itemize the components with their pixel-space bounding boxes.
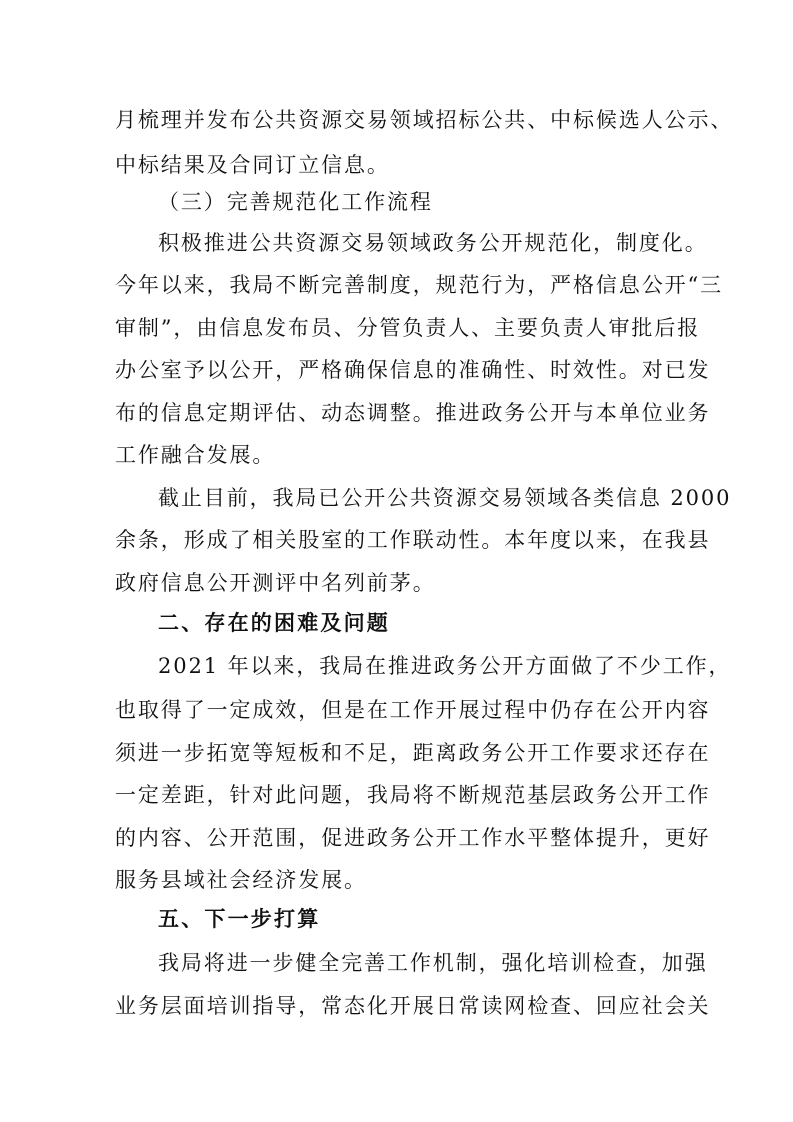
paragraph-line: 办公室予以公开，严格确保信息的准确性、时效性。对已发 (115, 358, 711, 382)
paragraph-line: 布的信息定期评估、动态调整。推进政务公开与本单位业务 (115, 401, 711, 425)
paragraph-line: 积极推进公共资源交易领域政务公开规范化，制度化。 (158, 231, 708, 255)
paragraph-line: 中标结果及合同订立信息。 (115, 153, 390, 177)
section-heading: 二、存在的困难及问题 (158, 611, 390, 635)
paragraph-line: 须进一步拓宽等短板和不足，距离政务公开工作要求还存在 (115, 741, 711, 765)
paragraph-line: 余条，形成了相关股室的工作联动性。本年度以来，在我县 (115, 528, 711, 552)
paragraph-line: 截止目前，我局已公开公共资源交易领域各类信息 2000 (158, 486, 732, 510)
paragraph-line: 我局将进一步健全完善工作机制，强化培训检查，加强 (158, 951, 708, 975)
paragraph-line: 审制”，由信息发布员、分管负责人、主要负责人审批后报 (115, 316, 701, 340)
paragraph-line: 也取得了一定成效，但是在工作开展过程中仍存在公开内容 (115, 698, 711, 722)
subsection-heading: （三）完善规范化工作流程 (158, 190, 433, 214)
paragraph-line: 的内容、公开范围，促进政务公开工作水平整体提升，更好 (115, 826, 711, 850)
paragraph-line: 工作融合发展。 (115, 443, 276, 467)
paragraph-line: 服务县域社会经济发展。 (115, 868, 367, 892)
paragraph-line: 2021 年以来，我局在推进政务公开方面做了不少工作， (158, 654, 732, 678)
paragraph-line: 政府信息公开测评中名列前茅。 (115, 571, 436, 595)
paragraph-line: 一定差距，针对此问题，我局将不断规范基层政务公开工作 (115, 783, 711, 807)
section-heading: 五、下一步打算 (158, 907, 321, 931)
paragraph-line: 业务层面培训指导，常态化开展日常读网检查、回应社会关 (115, 994, 711, 1018)
paragraph-line: 今年以来，我局不断完善制度，规范行为，严格信息公开“三 (115, 273, 724, 297)
paragraph-line: 月梳理并发布公共资源交易领域招标公共、中标候选人公示、 (115, 108, 734, 132)
